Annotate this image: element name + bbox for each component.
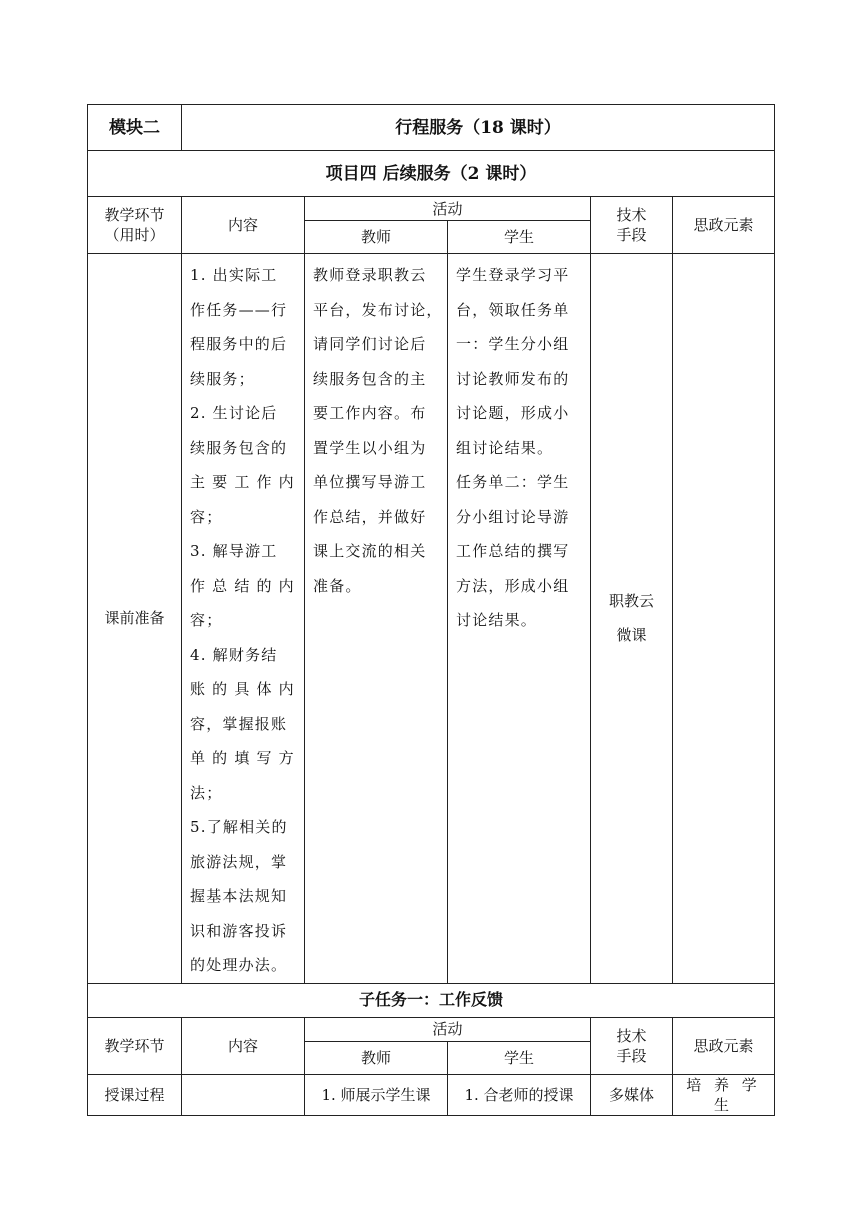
tech-line: 职教云: [608, 592, 654, 611]
header-teacher: 教师: [305, 221, 448, 254]
content-line: 容，掌握报账: [190, 714, 288, 733]
student-line: 任务单二：学生: [456, 473, 570, 491]
content-line: 握基本法规知: [190, 887, 288, 905]
header-tech-line1: 技术: [616, 206, 647, 224]
student-line: 组讨论结果。: [456, 438, 554, 457]
header2-ideology: 思政元素: [673, 1017, 775, 1074]
content-line: 容；: [190, 507, 223, 526]
content-line: 作 总 结 的 内: [190, 576, 295, 595]
teaching-student: 1. 合老师的授课: [448, 1074, 591, 1115]
teaching-row: [88, 1074, 775, 1115]
teacher-line: 作总结，并做好: [313, 507, 427, 526]
module-row: [88, 105, 775, 151]
subtask-row: [88, 983, 775, 1017]
content-line: 法；: [190, 783, 223, 802]
student-line: 讨论结果。: [456, 611, 538, 629]
header2-row: [88, 1017, 775, 1041]
header2-student: 学生: [448, 1041, 591, 1074]
student-line: 台，领取任务单: [456, 300, 570, 319]
teacher-line: 续服务包含的主: [313, 369, 427, 388]
content-line: 旅游法规，掌: [190, 852, 288, 871]
pre-class-student: [448, 254, 591, 984]
student-line: 讨论教师发布的: [456, 369, 570, 388]
content-line: 单 的 填 写 方: [190, 749, 295, 767]
lesson-plan-table: [87, 104, 775, 1116]
header-row: [88, 197, 775, 221]
teacher-line: 平台，发布讨论，: [313, 300, 443, 319]
content-line: 账 的 具 体 内: [190, 680, 295, 698]
header2-stage: 教学环节: [88, 1017, 182, 1074]
header2-tech-line1: 技术: [616, 1026, 647, 1045]
pre-class-tech: [591, 254, 673, 984]
content-line: 2. 生讨论后: [190, 404, 278, 422]
content-line: 的处理办法。: [190, 956, 288, 974]
pre-class-content: [182, 254, 305, 984]
student-line: 讨论题，形成小: [456, 404, 570, 422]
teaching-tech: 多媒体: [591, 1074, 673, 1115]
header-activity: 活动: [305, 197, 591, 221]
project-title: 项目四 后续服务（2 课时）: [88, 151, 775, 197]
header2-activity: 活动: [305, 1017, 591, 1041]
header-stage-line1: 教学环节: [104, 206, 165, 224]
teacher-line: 请同学们讨论后: [313, 335, 427, 353]
student-line: 方法，形成小组: [456, 576, 570, 595]
teacher-line: 教师登录职教云: [313, 266, 427, 284]
header2-content: 内容: [182, 1017, 305, 1074]
pre-class-teacher: [305, 254, 448, 984]
header-student: 学生: [448, 221, 591, 254]
content-line: 续服务；: [190, 369, 255, 388]
content-line: 5.了解相关的: [190, 818, 288, 836]
subtask-title: 子任务一：工作反馈: [88, 983, 775, 1017]
teaching-stage: 授课过程: [88, 1074, 182, 1115]
student-line: 工作总结的撰写: [456, 542, 570, 560]
module-title: 行程服务（18 课时）: [182, 105, 775, 151]
content-line: 识和游客投诉: [190, 921, 288, 940]
teacher-line: 课上交流的相关: [313, 542, 427, 560]
header2-teacher: 教师: [305, 1041, 448, 1074]
content-line: 程服务中的后: [190, 335, 288, 353]
header-tech-line2: 手段: [616, 226, 647, 244]
header-stage-line2: （用时）: [104, 226, 165, 244]
content-line: 容；: [190, 611, 223, 629]
student-line: 分小组讨论导游: [456, 507, 570, 526]
teaching-teacher: 1. 师展示学生课: [305, 1074, 448, 1115]
pre-class-row: [88, 254, 775, 984]
teaching-ideology: 培 养 学 生: [673, 1074, 775, 1115]
module-label: 模块二: [88, 105, 182, 151]
content-line: 4. 解财务结: [190, 645, 278, 664]
content-line: 作任务——行: [190, 300, 288, 319]
pre-class-stage: 课前准备: [88, 254, 182, 984]
pre-class-ideology: [673, 254, 775, 984]
student-line: 一：学生分小组: [456, 335, 570, 353]
header2-tech-line2: 手段: [616, 1046, 647, 1065]
teacher-line: 要工作内容。布: [313, 404, 427, 422]
content-line: 主 要 工 作 内: [190, 473, 295, 491]
content-line: 续服务包含的: [190, 438, 288, 457]
header-stage: [88, 197, 182, 254]
teacher-line: 准备。: [313, 576, 362, 595]
header-ideology: 思政元素: [673, 197, 775, 254]
teacher-line: 单位撰写导游工: [313, 473, 427, 491]
header-content: 内容: [182, 197, 305, 254]
tech-line: 微课: [616, 626, 647, 645]
project-row: [88, 151, 775, 197]
content-line: 3. 解导游工: [190, 542, 278, 560]
teacher-line: 置学生以小组为: [313, 438, 427, 457]
teaching-content: [182, 1074, 305, 1115]
header-tech: [591, 197, 673, 254]
student-line: 学生登录学习平: [456, 266, 570, 284]
header2-tech: [591, 1017, 673, 1074]
content-line: 1. 出实际工: [190, 266, 278, 284]
